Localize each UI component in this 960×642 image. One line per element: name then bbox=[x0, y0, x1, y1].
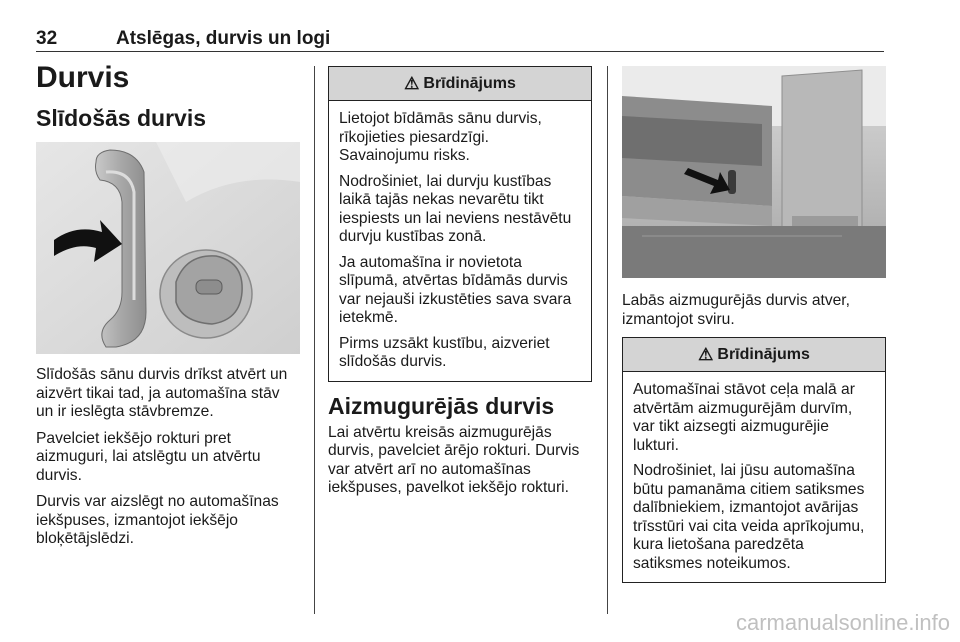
warning-title: Brīdinājums bbox=[717, 345, 810, 363]
chapter-title: Atslēgas, durvis un logi bbox=[116, 28, 331, 49]
subsection-heading: Aizmugurējās durvis bbox=[328, 392, 555, 419]
warning-title: Brīdinājums bbox=[423, 74, 516, 92]
column-left bbox=[36, 60, 300, 557]
paragraph: Slīdošās sānu durvis drīkst atvērt un aizvērt tikai tad, ja automašīna stāv un ir ieslēgta stāvbremze. bbox=[36, 366, 288, 420]
warning-paragraph: Nodrošiniet, lai jūsu automašīna būtu pamanāma citiem satiksmes dalībniekiem, izmantojot avārijas trīsstūri vai cita veida aprīkojumu, kura lietošana paredzēta satiksmes noteikumos. bbox=[633, 462, 865, 572]
sliding-door-handle-illustration bbox=[36, 142, 300, 354]
warning-paragraph: Nodrošiniet, lai durvju kustības laikā tajās nekas nevarētu tikt iespiests un lai neviens nestāvētu durvju kustības zonā. bbox=[339, 172, 572, 245]
image-caption: Labās aizmugurējās durvis atver, izmantojot sviru. bbox=[622, 292, 850, 328]
rear-door-lever-photo bbox=[622, 66, 886, 278]
subsection-heading: Slīdošās durvis bbox=[36, 105, 207, 131]
warning-paragraph: Pirms uzsākt kustību, aizveriet slīdošās durvis. bbox=[339, 334, 550, 370]
warning-paragraph: Ja automašīna ir novietota slīpumā, atvērtas bīdāmās durvis var nejauši izkustēties sava svara ietekmē. bbox=[339, 253, 572, 326]
column-divider bbox=[314, 66, 315, 614]
column-middle bbox=[328, 66, 592, 506]
paragraph: Lai atvērtu kreisās aizmugurējās durvis, pavelciet ārējo rokturi. Durvis var atvērt arī no automašīnas iekšpuses, pavelkot iekšējo rokturi. bbox=[328, 423, 580, 496]
page-number: 32 bbox=[36, 28, 58, 49]
page-header bbox=[36, 28, 884, 52]
warning-triangle-icon: ⚠ bbox=[404, 73, 420, 93]
section-heading: Durvis bbox=[36, 61, 130, 94]
column-right bbox=[622, 66, 886, 583]
warning-box bbox=[328, 66, 592, 382]
warning-paragraph: Lietojot bīdāmās sānu durvis, rīkojieties piesardzīgi. Savainojumu risks. bbox=[339, 110, 542, 164]
footer-watermark: carmanualsonline.info bbox=[735, 610, 950, 635]
column-divider bbox=[607, 66, 608, 614]
warning-header bbox=[623, 338, 885, 372]
paragraph: Pavelciet iekšējo rokturi pret aizmuguri, lai atslēgtu un atvērtu durvis. bbox=[36, 429, 261, 484]
warning-triangle-icon: ⚠ bbox=[698, 344, 714, 364]
warning-header bbox=[329, 67, 591, 101]
warning-box bbox=[622, 337, 886, 583]
warning-paragraph: Automašīnai stāvot ceļa malā ar atvērtām aizmugurējām durvīm, var tikt aizsegti aizmugurējie lukturi. bbox=[633, 381, 855, 454]
paragraph: Durvis var aizslēgt no automašīnas iekšpuses, izmantojot iekšējo bloķētājslēdzi. bbox=[36, 493, 279, 547]
